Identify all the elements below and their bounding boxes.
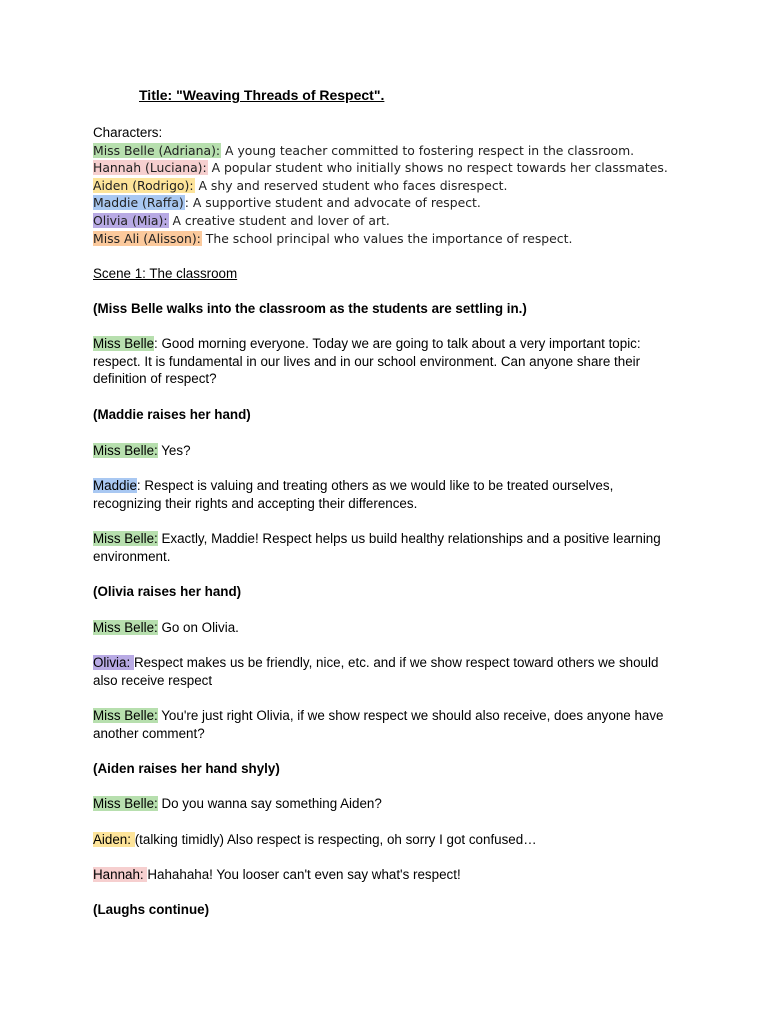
speaker-label: Hannah: — [93, 867, 148, 882]
dialogue-text: Hahahaha! You looser can't even say what's respect! — [147, 867, 461, 882]
character-desc: : A supportive student and advocate of respect. — [184, 195, 481, 210]
stage-direction: (Maddie raises her hand) — [93, 407, 251, 422]
character-desc: A shy and reserved student who faces disrespect. — [194, 178, 508, 193]
stage-direction: (Miss Belle walks into the classroom as the students are settling in.) — [93, 301, 527, 316]
dialogue-text: : Good morning everyone. Today we are going to talk about a very important topic: respect. It is fundamental in our lives and in our school environment. Can anyone share their definition of respect? — [93, 336, 641, 387]
speaker-label: Miss Belle: — [93, 708, 158, 723]
character-line-miss-belle — [93, 142, 634, 160]
character-desc: The school principal who values the importance of respect. — [201, 231, 573, 246]
dialogue-text: Yes? — [157, 443, 191, 458]
dialogue-line — [93, 707, 683, 742]
dialogue-line — [93, 477, 683, 512]
scene-heading: Scene 1: The classroom — [93, 266, 238, 281]
stage-direction: (Laughs continue) — [93, 902, 210, 917]
dialogue-text: : Respect is valuing and treating others as we would like to be treated ourselves, recognizing their rights and accepting their differences. — [93, 478, 614, 511]
dialogue-line — [93, 654, 683, 689]
character-desc: A popular student who initially shows no respect towards her classmates. — [207, 160, 668, 175]
dialogue-text: Respect makes us be friendly, nice, etc. and if we show respect toward others we should also receive respect — [93, 655, 659, 688]
character-desc: A creative student and lover of art. — [168, 213, 390, 228]
character-name: Hannah (Luciana): — [93, 160, 207, 175]
stage-direction: (Olivia raises her hand) — [93, 584, 242, 599]
character-name: Olivia (Mia): — [93, 213, 168, 228]
dialogue-text: Do you wanna say something Aiden? — [157, 796, 382, 811]
character-line-maddie — [93, 194, 481, 212]
dialogue-text: (talking timidly) Also respect is respecting, oh sorry I got confused… — [134, 832, 537, 847]
character-name: Aiden (Rodrigo): — [93, 178, 194, 193]
character-line-hannah — [93, 159, 668, 177]
characters-label: Characters: — [93, 125, 163, 140]
speaker-label: Maddie — [93, 478, 137, 493]
speaker-label: Aiden: — [93, 832, 135, 847]
dialogue-line — [93, 442, 191, 460]
character-line-aiden — [93, 177, 507, 195]
character-name: Miss Ali (Alisson): — [93, 231, 201, 246]
character-name: Miss Belle (Adriana): — [93, 143, 221, 158]
speaker-label: Miss Belle — [93, 336, 155, 351]
dialogue-line — [93, 866, 461, 884]
character-line-olivia — [93, 212, 390, 230]
dialogue-text: You're just right Olivia, if we show respect we should also receive, does anyone have another comment? — [93, 708, 664, 741]
speaker-label: Miss Belle: — [93, 443, 158, 458]
speaker-label: Miss Belle: — [93, 620, 158, 635]
dialogue-line — [93, 831, 537, 849]
character-desc: A young teacher committed to fostering respect in the classroom. — [221, 143, 635, 158]
speaker-label: Olivia: — [93, 655, 134, 670]
dialogue-line — [93, 530, 683, 565]
document-title: Title: "Weaving Threads of Respect". — [139, 87, 385, 103]
dialogue-text: Exactly, Maddie! Respect helps us build healthy relationships and a positive learning environment. — [93, 531, 661, 564]
dialogue-line — [93, 335, 683, 388]
speaker-label: Miss Belle: — [93, 796, 158, 811]
dialogue-text: Go on Olivia. — [157, 620, 239, 635]
stage-direction: (Aiden raises her hand shyly) — [93, 761, 280, 776]
dialogue-line — [93, 795, 382, 813]
speaker-label: Miss Belle: — [93, 531, 158, 546]
dialogue-line — [93, 619, 239, 637]
character-line-miss-ali — [93, 230, 572, 248]
character-name: Maddie (Raffa) — [93, 195, 184, 210]
